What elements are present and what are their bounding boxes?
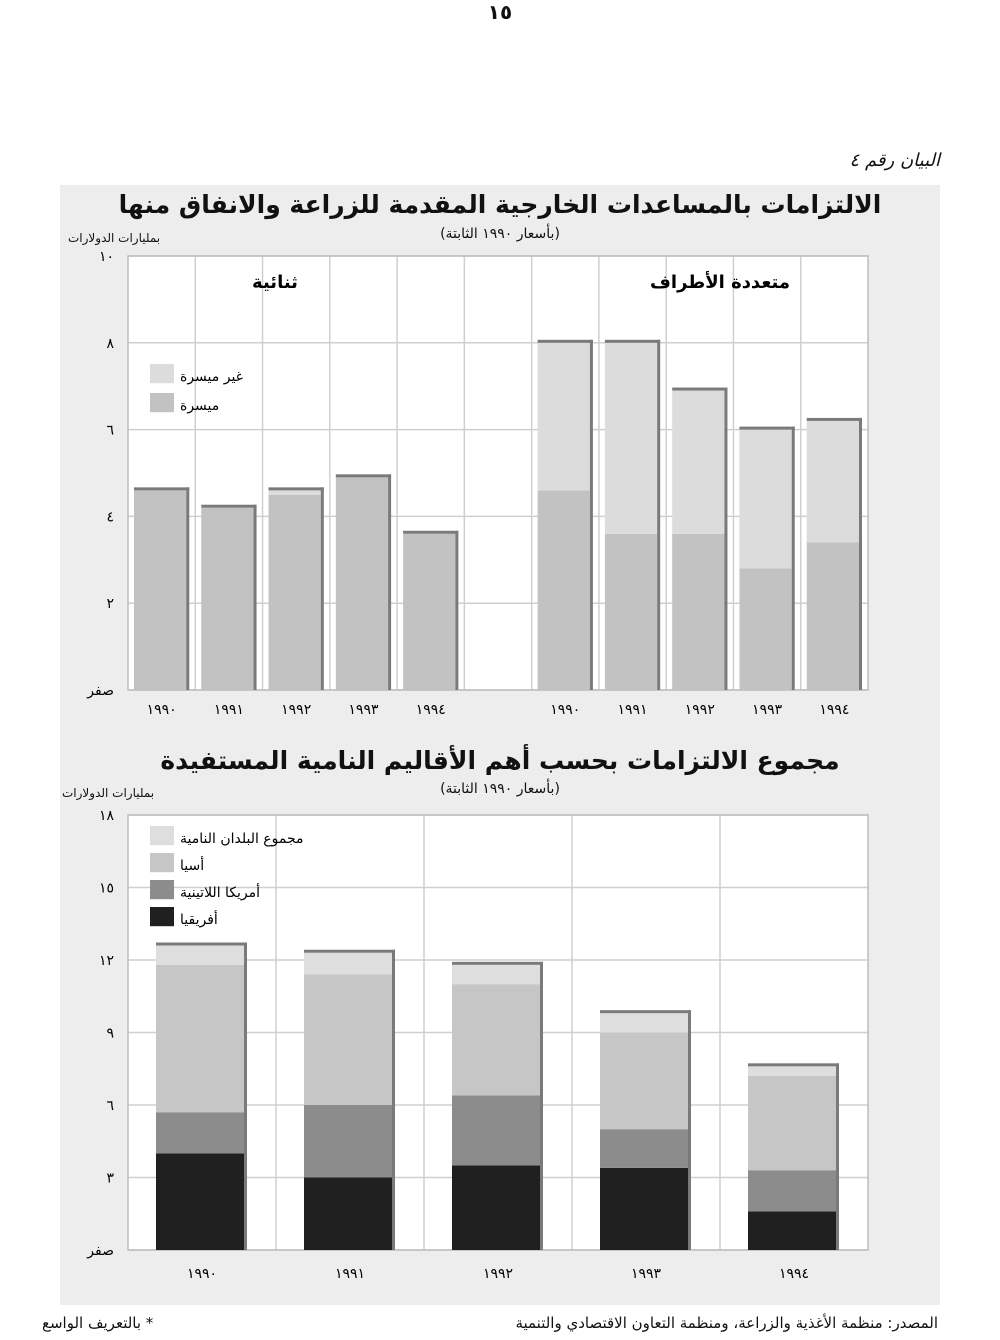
footer-note: * بالتعريف الواسع: [42, 1314, 154, 1332]
chart1-xtick-label-g0-4: ١٩٩٤: [415, 702, 446, 718]
chart2-bar-1-seg-0: [304, 1178, 392, 1251]
chart2-bar-4-seg-1: [748, 1170, 836, 1211]
chart2-xtick-label-0: ١٩٩٠: [186, 1266, 218, 1282]
chart1-ylabel: بمليارات الدولارات: [68, 231, 161, 245]
chart1-ytick-label-2: ٤: [106, 509, 114, 526]
chart1-xtick-label-g1-0: ١٩٩٠: [550, 702, 581, 718]
chart2-bar-4-seg-3: [748, 1066, 836, 1076]
chart2-bar-2-side-edge: [540, 962, 543, 1250]
chart2-legend-swatch-1: [150, 853, 174, 872]
chart1-xtick-label-g0-3: ١٩٩٣: [348, 702, 379, 718]
chart1-group-label-0: ثنائية: [252, 272, 298, 293]
chart2-bar-0-seg-1: [156, 1112, 244, 1153]
chart2-xtick-label-2: ١٩٩٢: [482, 1266, 514, 1282]
chart2-bar-4-seg-0: [748, 1211, 836, 1250]
chart2-bar-2-seg-0: [452, 1165, 540, 1250]
chart2-bar-1-seg-1: [304, 1105, 392, 1178]
chart2-bar-1-side-edge: [392, 950, 395, 1250]
chart2-title: مجموع الالتزامات بحسب أهم الأقاليم النامية المستفيدة: [160, 746, 840, 775]
chart2-ytick-label-6: ١٨: [98, 808, 114, 824]
chart2-xtick-label-1: ١٩٩١: [334, 1266, 366, 1282]
chart2-legend-label-1: أسيا: [180, 857, 205, 874]
chart2-bar-3-seg-1: [600, 1129, 688, 1168]
chart1-legend-label-0: غير ميسرة: [180, 368, 243, 385]
chart2-bar-4-side-edge: [836, 1063, 839, 1250]
chart2-xtick-label-4: ١٩٩٤: [778, 1266, 810, 1282]
chart1-legend-label-1: ميسرة: [180, 397, 220, 414]
chart2-legend-swatch-2: [150, 880, 174, 899]
chart2-xtick-label-3: ١٩٩٣: [630, 1266, 662, 1282]
chart2-bar-4-seg-2: [748, 1076, 836, 1170]
chart2-bar-1-seg-2: [304, 975, 392, 1106]
footer-source: المصدر: منظمة الأغذية والزراعة، ومنظمة التعاون الاقتصادي والتنمية: [515, 1314, 938, 1332]
chart2-bar-1-seg-3: [304, 953, 392, 975]
chart2-bar-4-top-edge: [748, 1063, 839, 1066]
chart2-bar-0-seg-0: [156, 1153, 244, 1250]
chart2-bar-2-seg-1: [452, 1095, 540, 1165]
chart2-ytick-label-3: ٩: [106, 1025, 114, 1042]
chart2-legend-swatch-3: [150, 907, 174, 926]
chart2-ytick-label-0: صفر: [87, 1243, 114, 1259]
chart1-xtick-label-g1-1: ١٩٩١: [617, 702, 648, 718]
chart1-ytick-label-5: ١٠: [98, 249, 114, 265]
chart2-bar-0-side-edge: [244, 943, 247, 1251]
chart1-title: الالتزامات بالمساعدات الخارجية المقدمة للزراعة والانفاق منها: [118, 190, 882, 219]
chart2-bar-3-seg-3: [600, 1013, 688, 1032]
chart2-bar-1-top-edge: [304, 950, 395, 953]
chart2-legend-swatch-0: [150, 826, 174, 845]
chart1-xtick-label-g0-1: ١٩٩١: [213, 702, 244, 718]
chart2-subtitle: (بأسعار ١٩٩٠ الثابتة): [440, 781, 560, 797]
chart2-ytick-label-4: ١٢: [98, 953, 114, 969]
chart2-ytick-label-1: ٣: [106, 1170, 114, 1187]
chart1-xtick-label-g1-4: ١٩٩٤: [819, 702, 850, 718]
chart1-group-label-1: متعددة الأطراف: [650, 272, 790, 293]
chart2-bar-3-seg-0: [600, 1168, 688, 1250]
chart2-legend-label-3: أفريقيا: [180, 911, 218, 928]
chart2-legend-label-2: أمريكا اللاتينية: [180, 884, 261, 901]
chart2-ytick-label-5: ١٥: [98, 880, 114, 897]
figure-label: البيان رقم ٤: [849, 150, 940, 171]
chart2-bar-0-top-edge: [156, 943, 247, 946]
chart1-ytick-label-4: ٨: [106, 335, 114, 352]
chart2-bar-3-top-edge: [600, 1010, 691, 1013]
chart2-bar-3-seg-2: [600, 1033, 688, 1130]
chart2-bar-3-side-edge: [688, 1010, 691, 1250]
chart2-ytick-label-2: ٦: [106, 1098, 114, 1114]
chart2-legend-label-0: مجموع البلدان النامية: [180, 830, 304, 847]
chart2-ylabel: بمليارات الدولارات: [62, 786, 155, 800]
chart2-bar-0-seg-2: [156, 965, 244, 1112]
chart1-xtick-label-g1-3: ١٩٩٣: [752, 702, 783, 718]
chart1-ytick-label-0: صفر: [87, 683, 114, 699]
chart2-bar-2-seg-3: [452, 965, 540, 984]
chart1-xtick-label-g0-0: ١٩٩٠: [146, 702, 177, 718]
chart1-subtitle: (بأسعار ١٩٩٠ الثابتة): [440, 226, 560, 242]
chart2-bar-2-seg-2: [452, 984, 540, 1095]
chart1-ytick-label-3: ٦: [106, 422, 114, 439]
chart1-xtick-label-g0-2: ١٩٩٢: [281, 702, 312, 718]
chart1-xtick-label-g1-2: ١٩٩٢: [684, 702, 715, 718]
chart2-bar-2-top-edge: [452, 962, 543, 965]
chart2-bar-0-seg-3: [156, 946, 244, 965]
page-number: ١٥: [487, 0, 513, 24]
chart1-ytick-label-1: ٢: [106, 596, 114, 613]
